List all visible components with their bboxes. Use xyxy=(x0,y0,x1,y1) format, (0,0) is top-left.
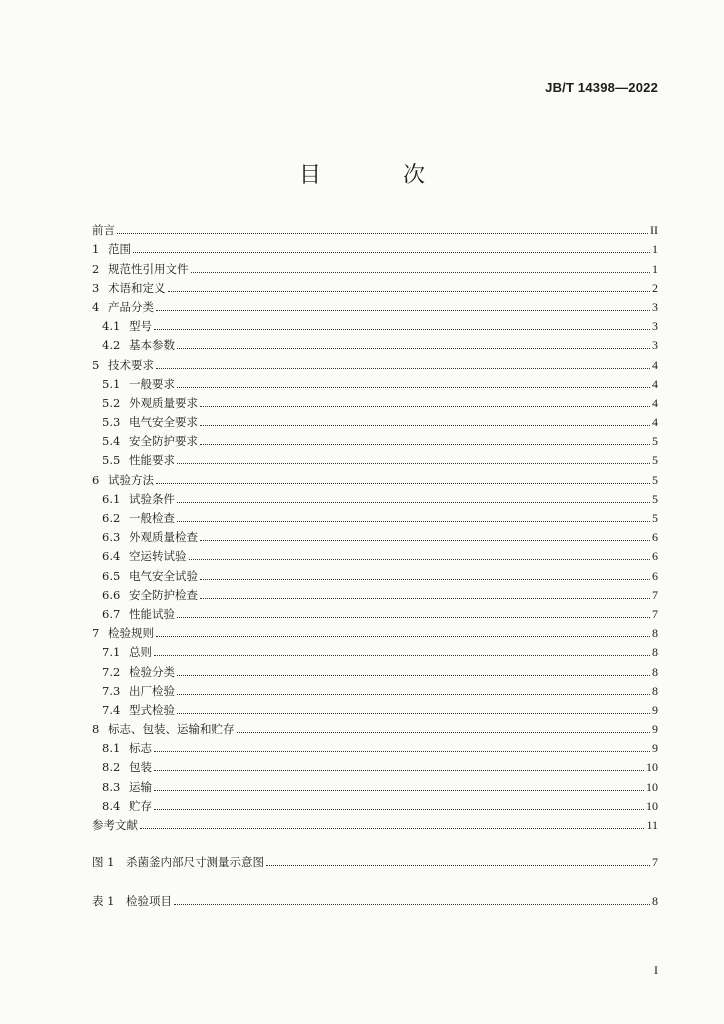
toc-entry-number: 3 xyxy=(92,280,100,295)
toc-entry[interactable] xyxy=(92,699,658,718)
toc-entry-label: 性能试验 xyxy=(129,606,175,621)
toc-entry-label: 杀菌釜内部尺寸测量示意图 xyxy=(126,855,264,870)
toc-entry-label: 运输 xyxy=(129,779,152,794)
dot-leader xyxy=(168,290,651,292)
toc-entry-label: 性能要求 xyxy=(129,453,175,468)
toc-entry-number: 7.3 xyxy=(102,683,121,698)
toc-entry[interactable] xyxy=(92,526,658,545)
toc-entry-label: 包装 xyxy=(129,760,152,775)
toc-entry-label: 外观质量要求 xyxy=(129,395,198,410)
dot-leader xyxy=(177,386,650,388)
toc-entry-page: 8 xyxy=(652,894,658,909)
dot-leader xyxy=(117,232,648,234)
toc-entry-number: 4.2 xyxy=(102,338,121,353)
toc-entry-label: 试验条件 xyxy=(129,491,175,506)
dot-leader xyxy=(154,789,644,791)
list-of-tables xyxy=(92,890,658,909)
toc-entry[interactable] xyxy=(92,718,658,737)
toc-entry-page: 8 xyxy=(652,626,658,641)
toc-entry-page: 2 xyxy=(652,280,658,295)
toc-entry-page: 8 xyxy=(652,645,658,660)
dot-leader xyxy=(177,520,650,522)
toc-entry-page: 7 xyxy=(652,606,658,621)
toc-entry-label: 检验项目 xyxy=(126,894,172,909)
toc-entry-number: 6.1 xyxy=(102,491,121,506)
toc-entry-page: 7 xyxy=(652,587,658,602)
toc-entry[interactable] xyxy=(92,775,658,794)
toc-entry-label: 外观质量检查 xyxy=(129,530,198,545)
toc-entry-number: 图 1 xyxy=(92,855,115,870)
dot-leader xyxy=(174,903,650,905)
toc-entry-number: 8 xyxy=(92,722,100,737)
toc-entry-label: 贮存 xyxy=(129,798,152,813)
toc-entry-label: 标志、包装、运输和贮存 xyxy=(108,722,235,737)
toc-entry-page: II xyxy=(650,223,658,238)
toc-entry-number: 8.4 xyxy=(102,798,121,813)
toc-entry[interactable] xyxy=(92,353,658,372)
dot-leader xyxy=(200,578,650,580)
toc-entry[interactable] xyxy=(92,756,658,775)
toc-entry-number: 6.7 xyxy=(102,606,121,621)
toc-entry[interactable] xyxy=(92,851,658,870)
toc-entry-label: 一般检查 xyxy=(129,511,175,525)
toc-entry-label: 安全防护检查 xyxy=(129,587,198,602)
dot-leader xyxy=(177,712,650,714)
toc-entry[interactable] xyxy=(92,238,658,257)
table-of-contents xyxy=(92,219,658,833)
toc-entry[interactable] xyxy=(92,680,658,699)
dot-leader xyxy=(177,616,650,618)
dot-leader xyxy=(156,635,650,637)
toc-entry-number: 5.1 xyxy=(102,376,121,391)
toc-entry[interactable] xyxy=(92,564,658,583)
toc-entry-page: 9 xyxy=(652,741,658,756)
dot-leader xyxy=(200,597,650,599)
dot-leader xyxy=(156,309,650,311)
toc-entry-page: 10 xyxy=(646,779,658,794)
toc-entry[interactable] xyxy=(92,334,658,353)
toc-entry[interactable] xyxy=(92,468,658,487)
toc-entry-label: 总则 xyxy=(129,645,152,660)
toc-entry-label: 出厂检验 xyxy=(129,683,175,698)
toc-entry-number: 6.3 xyxy=(102,530,121,545)
dot-leader xyxy=(200,539,650,541)
dot-leader xyxy=(177,693,650,695)
toc-entry-number: 7.1 xyxy=(102,645,121,660)
toc-entry-label: 空运转试验 xyxy=(129,549,187,564)
dot-leader xyxy=(177,347,650,349)
toc-entry-page: 8 xyxy=(652,683,658,698)
toc-entry-page: 5 xyxy=(652,434,658,449)
toc-entry-page: 10 xyxy=(646,760,658,775)
toc-entry-label: 术语和定义 xyxy=(108,280,166,295)
toc-entry-number: 8.1 xyxy=(102,741,121,756)
toc-entry-number: 6.4 xyxy=(102,549,121,564)
toc-entry-label: 电气安全要求 xyxy=(129,415,198,430)
toc-entry-page: 3 xyxy=(652,299,658,314)
toc-entry-label: 标志 xyxy=(129,741,152,756)
toc-entry-label: 规范性引用文件 xyxy=(108,261,189,276)
dot-leader xyxy=(200,443,650,445)
toc-entry[interactable] xyxy=(92,257,658,276)
toc-entry-number: 6.2 xyxy=(102,511,121,525)
toc-entry-number: 5.3 xyxy=(102,415,121,430)
toc-entry[interactable] xyxy=(92,373,658,392)
toc-entry-page: 9 xyxy=(652,722,658,737)
toc-entry-number: 7.4 xyxy=(102,702,121,717)
toc-entry-page: 5 xyxy=(652,491,658,506)
toc-entry-page: 6 xyxy=(652,549,658,564)
toc-entry-page: 11 xyxy=(646,818,658,832)
toc-entry-page: 3 xyxy=(652,338,658,353)
toc-entry[interactable] xyxy=(92,814,658,833)
dot-leader xyxy=(156,367,650,369)
toc-entry[interactable] xyxy=(92,296,658,315)
dot-leader xyxy=(177,462,650,464)
toc-entry-page: 4 xyxy=(652,357,658,372)
toc-entry[interactable] xyxy=(92,411,658,430)
dot-leader xyxy=(200,424,650,426)
toc-entry-page: 4 xyxy=(652,376,658,391)
toc-entry[interactable] xyxy=(92,641,658,660)
toc-entry-label: 一般要求 xyxy=(129,376,175,391)
toc-entry[interactable] xyxy=(92,507,658,526)
toc-entry[interactable] xyxy=(92,488,658,507)
dot-leader xyxy=(154,654,650,656)
toc-entry[interactable] xyxy=(92,315,658,334)
list-of-figures xyxy=(92,851,658,870)
toc-entry-number: 4.1 xyxy=(102,319,121,334)
toc-entry-number: 6.5 xyxy=(102,568,121,583)
dot-leader xyxy=(154,808,644,810)
toc-entry-label: 电气安全试验 xyxy=(129,568,198,583)
toc-entry[interactable] xyxy=(92,603,658,622)
toc-entry-label: 安全防护要求 xyxy=(129,434,198,449)
toc-entry-label: 检验分类 xyxy=(129,664,175,679)
toc-entry-label: 型号 xyxy=(129,319,152,334)
toc-entry-number: 6.6 xyxy=(102,587,121,602)
toc-entry-label: 技术要求 xyxy=(108,357,154,372)
toc-entry-number: 5.5 xyxy=(102,453,121,468)
toc-entry[interactable] xyxy=(92,392,658,411)
toc-entry-number: 7.2 xyxy=(102,664,121,679)
page-title: 目 次 xyxy=(298,163,455,188)
toc-entry-page: 3 xyxy=(652,319,658,334)
dot-leader xyxy=(154,750,650,752)
dot-leader xyxy=(177,501,650,503)
standard-code: JB/T 14398—2022 xyxy=(545,80,658,95)
toc-entry-page: 1 xyxy=(652,261,658,276)
toc-entry[interactable] xyxy=(92,660,658,679)
dot-leader xyxy=(189,558,651,560)
toc-entry-page: 6 xyxy=(652,530,658,545)
toc-entry[interactable] xyxy=(92,449,658,468)
toc-entry-label: 基本参数 xyxy=(129,338,175,353)
toc-entry-number: 表 1 xyxy=(92,894,115,909)
dot-leader xyxy=(154,769,644,771)
toc-entry-page: 8 xyxy=(652,664,658,679)
toc-entry-number: 1 xyxy=(92,242,100,257)
dot-leader xyxy=(133,251,650,253)
dot-leader xyxy=(177,674,650,676)
toc-entry-page: 5 xyxy=(652,453,658,468)
toc-entry-number: 5.2 xyxy=(102,395,121,410)
toc-entry-label: 参考文献 xyxy=(92,818,138,832)
toc-entry[interactable] xyxy=(92,890,658,909)
toc-entry[interactable] xyxy=(92,430,658,449)
toc-entry-label: 型式检验 xyxy=(129,702,175,717)
toc-entry-page: 5 xyxy=(652,511,658,525)
toc-entry-label: 检验规则 xyxy=(108,626,154,641)
dot-leader xyxy=(266,864,650,866)
toc-entry-label: 产品分类 xyxy=(108,299,154,314)
toc-entry-number: 8.3 xyxy=(102,779,121,794)
toc-entry-label: 试验方法 xyxy=(108,472,154,487)
toc-entry-number: 5.4 xyxy=(102,434,121,449)
toc-entry-number: 2 xyxy=(92,261,100,276)
toc-entry-label: 范围 xyxy=(108,242,131,257)
toc-entry[interactable] xyxy=(92,622,658,641)
toc-entry[interactable] xyxy=(92,737,658,756)
dot-leader xyxy=(156,482,650,484)
page-number: I xyxy=(654,963,658,977)
toc-entry-page: 6 xyxy=(652,568,658,583)
dot-leader xyxy=(191,271,651,273)
toc-entry-number: 6 xyxy=(92,472,100,487)
dot-leader xyxy=(200,405,650,407)
toc-entry-number: 7 xyxy=(92,626,100,641)
toc-entry[interactable] xyxy=(92,584,658,603)
toc-entry[interactable] xyxy=(92,277,658,296)
dot-leader xyxy=(140,827,644,829)
toc-entry-number: 8.2 xyxy=(102,760,121,775)
toc-entry-page: 4 xyxy=(652,415,658,430)
toc-entry-page: 9 xyxy=(652,702,658,717)
toc-entry-page: 5 xyxy=(652,472,658,487)
toc-entry-page: 10 xyxy=(646,798,658,813)
toc-entry-page: 7 xyxy=(652,855,658,870)
toc-entry[interactable] xyxy=(92,219,658,238)
toc-entry[interactable] xyxy=(92,795,658,814)
toc-entry-page: 4 xyxy=(652,395,658,410)
toc-entry-label: 前言 xyxy=(92,223,115,238)
toc-entry-number: 5 xyxy=(92,357,100,372)
dot-leader xyxy=(237,731,651,733)
toc-entry-page: 1 xyxy=(652,242,658,257)
dot-leader xyxy=(154,328,650,330)
toc-entry-number: 4 xyxy=(92,299,100,314)
toc-entry[interactable] xyxy=(92,545,658,564)
